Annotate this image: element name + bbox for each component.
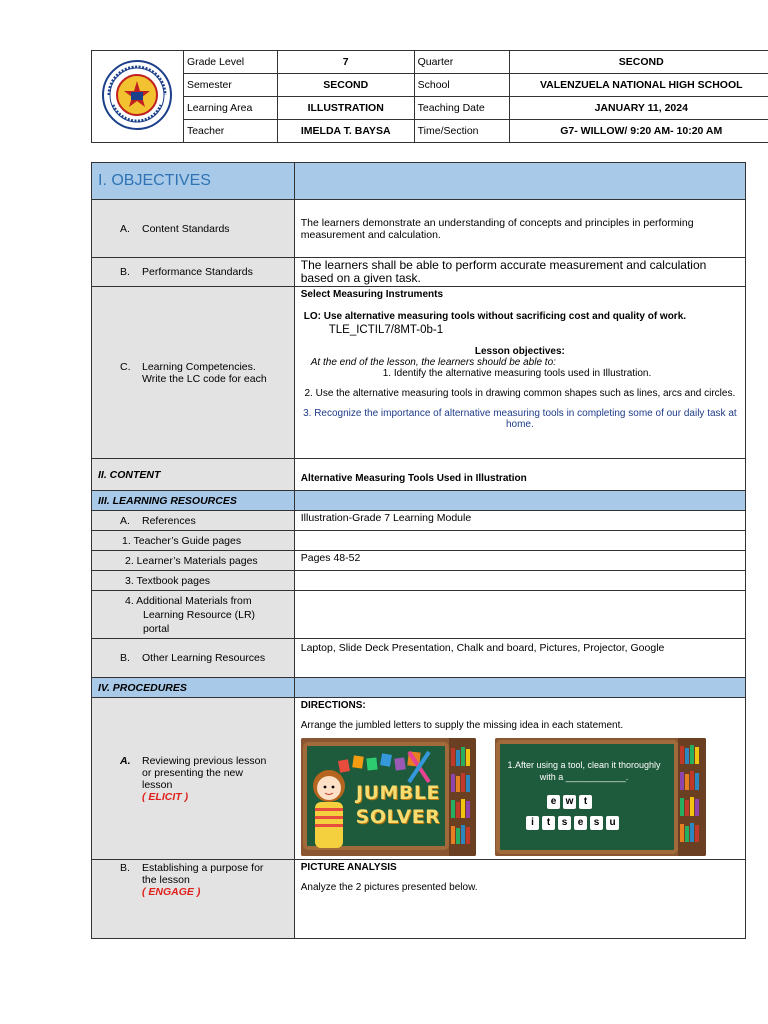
content-section-label: II. CONTENT <box>92 459 295 491</box>
letter-tile: e <box>574 816 587 830</box>
competencies-heading: Select Measuring Instruments <box>300 289 444 300</box>
learning-area-value: ILLUSTRATION <box>277 97 414 120</box>
engage-tag: ( ENGAGE ) <box>142 886 201 898</box>
header-table <box>91 50 768 143</box>
letter-tile: s <box>590 816 603 830</box>
other-resources-label: Other Learning Resources <box>142 652 266 664</box>
references-label: References <box>142 514 196 527</box>
additional-materials-label-line2: Learning Resource (LR) <box>143 608 256 621</box>
letter-tile: e <box>547 795 560 809</box>
competencies-content-cell <box>294 287 745 459</box>
jumble-solver-slide <box>301 738 476 856</box>
lesson-objectives-intro: At the end of the lesson, the learners should be able to: <box>310 357 556 368</box>
letter-tile: i <box>526 816 539 830</box>
lc-code: TLE_ICTIL7/8MT-0b-1 <box>328 324 444 336</box>
textbook-label: 3. Textbook pages <box>92 571 295 591</box>
purpose-label: Establishing a purpose for <box>142 862 264 874</box>
jumble-title: JUMBLE <box>356 782 440 804</box>
content-standards-letter: A. <box>120 222 130 235</box>
teachers-guide-text <box>294 531 745 551</box>
picture-analysis-title: PICTURE ANALYSIS <box>300 862 397 873</box>
performance-standards-letter: B. <box>120 266 130 278</box>
review-label-cell <box>92 698 295 860</box>
objective-item-3: 3. Recognize the importance of alternative measuring tools in completing some of our daily task at home. <box>303 408 737 430</box>
performance-standards-label-cell <box>92 258 295 287</box>
other-resources-text: Laptop, Slide Deck Presentation, Chalk and board, Pictures, Projector, Google <box>294 639 745 678</box>
letter-tile: t <box>542 816 555 830</box>
learners-materials-label: 2. Learner’s Materials pages <box>92 551 295 571</box>
objective-item-1: 1. Identify the alternative measuring tools used in Illustration. <box>382 368 652 379</box>
other-resources-letter: B. <box>120 652 130 664</box>
content-standards-text: The learners demonstrate an understanding of concepts and principles in performing measurement and calculation. <box>294 200 745 258</box>
objectives-title: I. OBJECTIVES <box>98 172 211 189</box>
purpose-label-line2: the lesson <box>142 874 190 886</box>
competencies-label-line2: Write the LC code for each <box>142 372 267 385</box>
performance-standards-label: Performance Standards <box>142 266 253 278</box>
additional-materials-label-cell <box>92 591 295 639</box>
purpose-content-cell <box>294 860 745 939</box>
review-letter: A. <box>120 754 131 767</box>
school-label: School <box>414 74 509 97</box>
references-letter: A. <box>120 514 130 527</box>
objective-item-2: 2. Use the alternative measuring tools in drawing common shapes such as lines, arcs and circles. <box>304 388 736 399</box>
teacher-value: IMELDA T. BAYSA <box>277 120 414 143</box>
review-label-line2: or presenting the new <box>142 766 243 779</box>
question-line-2: with a ____________. <box>539 772 629 782</box>
review-label-line3: lesson <box>142 778 173 791</box>
jumble-question-slide <box>495 738 706 856</box>
semester-label: Semester <box>183 74 277 97</box>
content-standards-label-cell <box>92 200 295 258</box>
teachers-guide-label: 1. Teacher’s Guide pages <box>92 531 295 551</box>
competencies-letter: C. <box>120 360 131 373</box>
learners-materials-text: Pages 48-52 <box>294 551 745 571</box>
learning-area-label: Learning Area <box>183 97 277 120</box>
classroom-background <box>495 738 706 856</box>
tiles-row-1 <box>547 795 592 809</box>
purpose-letter: B. <box>120 862 130 874</box>
school-value: VALENZUELA NATIONAL HIGH SCHOOL <box>509 74 768 97</box>
directions-title: DIRECTIONS: <box>300 700 366 711</box>
content-standards-label: Content Standards <box>142 222 230 235</box>
references-label-cell <box>92 511 295 531</box>
quarter-label: Quarter <box>414 51 509 74</box>
competencies-label-cell <box>92 287 295 459</box>
time-section-value: G7- WILLOW/ 9:20 AM- 10:20 AM <box>509 120 768 143</box>
deped-seal-icon <box>101 59 173 131</box>
learning-outcome: LO: Use alternative measuring tools without sacrificing cost and quality of work. <box>303 311 687 322</box>
elicit-tag: ( ELICIT ) <box>142 790 189 803</box>
resources-section-label: III. LEARNING RESOURCES <box>92 491 295 511</box>
competencies-label: Learning Competencies. <box>142 360 256 373</box>
letter-tile: w <box>563 795 576 809</box>
grade-level-label: Grade Level <box>183 51 277 74</box>
semester-value: SECOND <box>277 74 414 97</box>
purpose-label-cell <box>92 860 295 939</box>
time-section-label: Time/Section <box>414 120 509 143</box>
picture-analysis-text: Analyze the 2 pictures presented below. <box>300 882 478 893</box>
review-label: Reviewing previous lesson <box>142 754 267 767</box>
performance-standards-text: The learners shall be able to perform accurate measurement and calculation based on a given task. <box>294 258 745 287</box>
letter-tile: t <box>579 795 592 809</box>
textbook-text <box>294 571 745 591</box>
teaching-date-value: JANUARY 11, 2024 <box>509 97 768 120</box>
quarter-value: SECOND <box>509 51 768 74</box>
letter-tile: u <box>606 816 619 830</box>
objectives-header-blank <box>294 163 745 200</box>
other-resources-label-cell <box>92 639 295 678</box>
deped-seal-cell <box>92 51 184 143</box>
teaching-date-label: Teaching Date <box>414 97 509 120</box>
question-line-1: 1.After using a tool, clean it thoroughly <box>507 760 661 770</box>
lesson-objectives-heading: Lesson objectives: <box>474 346 565 357</box>
procedures-header-blank <box>294 678 745 698</box>
additional-materials-label-line3: portal <box>143 622 170 635</box>
letter-tile: s <box>558 816 571 830</box>
teacher-label: Teacher <box>183 120 277 143</box>
references-text: Illustration-Grade 7 Learning Module <box>294 511 745 531</box>
resources-header-blank <box>294 491 745 511</box>
directions-text: Arrange the jumbled letters to supply the missing idea in each statement. <box>300 720 624 731</box>
additional-materials-label: 4. Additional Materials from <box>125 594 252 607</box>
grade-level-value: 7 <box>277 51 414 74</box>
objectives-header-cell <box>92 163 295 200</box>
content-text: Alternative Measuring Tools Used in Illustration <box>294 459 745 491</box>
additional-materials-text <box>294 591 745 639</box>
procedures-section-label: IV. PROCEDURES <box>92 678 295 698</box>
solver-title: SOLVER <box>355 806 441 828</box>
tiles-row-2 <box>526 816 619 830</box>
